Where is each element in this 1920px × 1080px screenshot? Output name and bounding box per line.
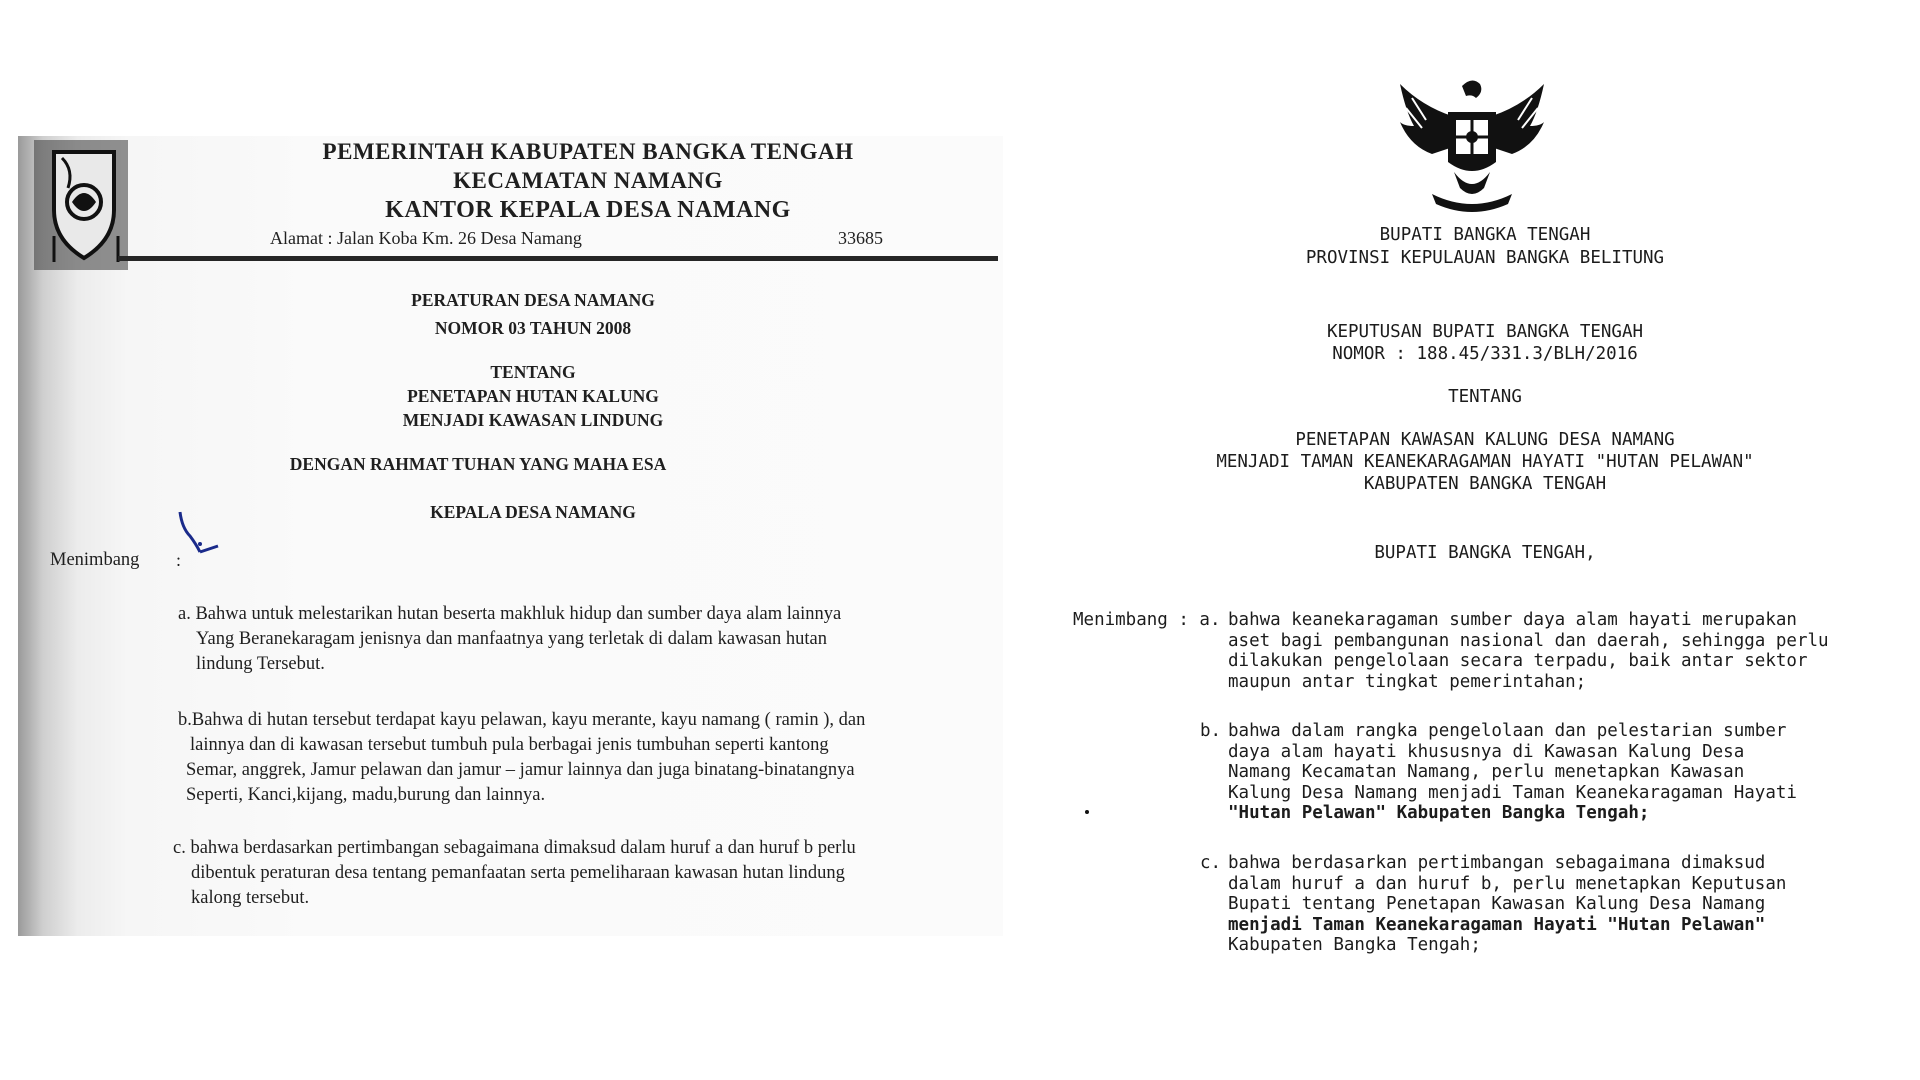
regulation-title: PERATURAN DESA NAMANG: [411, 290, 655, 310]
consideration-b-line: Namang Kecamatan Namang, perlu menetapkan Kawasan: [1228, 762, 1745, 782]
letterhead-divider: [118, 256, 998, 261]
clause-a: [178, 602, 841, 677]
letterhead-government: PEMERINTAH KABUPATEN BANGKA TENGAH: [322, 139, 854, 164]
consideration-c-line: dalam huruf a dan huruf b, perlu menetapkan Keputusan: [1228, 873, 1787, 894]
menimbang-label: Menimbang : a.: [1073, 610, 1221, 630]
left-document-scan: [18, 136, 1003, 936]
ink-mark-icon: [160, 506, 240, 568]
decree-subject-line1: PENETAPAN KAWASAN KALUNG DESA NAMANG: [1295, 430, 1675, 450]
decree-subject-line2: MENJADI TAMAN KEANEKARAGAMAN HAYATI "HUTAN PELAWAN": [1216, 452, 1754, 472]
clause-b: [178, 708, 865, 808]
letterhead-district: KECAMATAN NAMANG: [453, 168, 723, 193]
clause-b-line: lainnya dan di kawasan tersebut tumbuh pula berbagai jenis tumbuhan seperti kantong: [190, 735, 829, 755]
clause-b-line: b.Bahwa di hutan tersebut terdapat kayu pelawan, kayu merante, kayu namang ( ramin ), dan: [178, 710, 866, 730]
letterhead-office: KANTOR KEPALA DESA NAMANG: [385, 197, 791, 223]
consideration-a-line: maupun antar tingkat pemerintahan;: [1228, 671, 1587, 692]
garuda-emblem-icon: [1392, 76, 1552, 226]
consideration-a-line: bahwa keanekaragaman sumber daya alam hayati merupakan: [1228, 610, 1797, 630]
consideration-a-line: aset bagi pembangunan nasional dan daerah, sehingga perlu: [1228, 630, 1829, 651]
scan-speck: [1085, 810, 1089, 814]
consideration-c-line: bahwa berdasarkan pertimbangan sebagaimana dimaksud: [1228, 853, 1766, 873]
regulation-preamble: DENGAN RAHMAT TUHAN YANG MAHA ESA: [289, 454, 667, 474]
regulation-official: KEPALA DESA NAMANG: [430, 502, 636, 522]
consideration-a-line: dilakukan pengelolaan secara terpadu, baik antar sektor: [1228, 651, 1808, 671]
clause-a-line: Yang Beranekaragam jenisnya dan manfaatnya yang terletak di dalam kawasan hutan: [196, 629, 827, 649]
consideration-b-line: "Hutan Pelawan" Kabupaten Bangka Tengah;: [1228, 803, 1650, 823]
regulation-number: NOMOR 03 TAHUN 2008: [434, 318, 632, 338]
consideration-c-line: menjadi Taman Keanekaragaman Hayati "Hutan Pelawan": [1228, 914, 1766, 935]
consideration-b-letter: b.: [1200, 721, 1222, 741]
consideration-c: [1228, 853, 1903, 956]
consideration-b-line: bahwa dalam rangka pengelolaan dan pelestarian sumber: [1228, 721, 1787, 741]
clause-c-line: dibentuk peraturan desa tentang pemanfaatan serta pemeliharaan kawasan hutan lindung: [191, 863, 845, 883]
regulation-tentang: TENTANG: [490, 362, 576, 382]
consideration-c-line: Kabupaten Bangka Tengah;: [1228, 935, 1481, 955]
menimbang-colon: :: [176, 550, 182, 570]
decree-number: NOMOR : 188.45/331.3/BLH/2016: [1332, 344, 1638, 364]
clause-c-line: kalong tersebut.: [191, 888, 310, 908]
regulation-subject-line1: PENETAPAN HUTAN KALUNG: [407, 386, 659, 406]
decree-official: BUPATI BANGKA TENGAH,: [1374, 543, 1596, 563]
issuer-title: BUPATI BANGKA TENGAH: [1379, 225, 1591, 245]
consideration-b-line: daya alam hayati khususnya di Kawasan Kalung Desa: [1228, 741, 1745, 762]
letterhead-postal-code: 33685: [838, 228, 883, 248]
regency-emblem-icon: [34, 140, 128, 270]
letterhead-address: Alamat : Jalan Koba Km. 26 Desa Namang: [270, 228, 582, 248]
consideration-a: [1228, 610, 1903, 692]
clause-b-line: Seperti, Kanci,kijang, madu,burung dan lainnya.: [186, 785, 546, 805]
clause-c-line: c. bahwa berdasarkan pertimbangan sebagaimana dimaksud dalam huruf a dan huruf b perlu: [173, 838, 856, 858]
consideration-c-letter: c.: [1200, 853, 1222, 873]
decree-title: KEPUTUSAN BUPATI BANGKA TENGAH: [1326, 322, 1644, 342]
consideration-b-line: Kalung Desa Namang menjadi Taman Keanekaragaman Hayati: [1228, 782, 1797, 803]
regulation-subject-line2: MENJADI KAWASAN LINDUNG: [402, 410, 664, 430]
decree-subject-line3: KABUPATEN BANGKA TENGAH: [1363, 474, 1607, 494]
consideration-c-line: Bupati tentang Penetapan Kawasan Kalung Desa Namang: [1228, 894, 1766, 914]
decree-tentang: TENTANG: [1448, 387, 1522, 407]
clause-b-line: Semar, anggrek, Jamur pelawan dan jamur – jamur lainnya dan juga binatang-binatangnya: [186, 760, 855, 780]
clause-a-line: a. Bahwa untuk melestarikan hutan beserta makhluk hidup dan sumber daya alam lainnya: [178, 604, 842, 624]
clause-a-line: lindung Tersebut.: [196, 654, 325, 674]
right-document-scan: [1050, 60, 1920, 1010]
clause-c: [173, 836, 856, 911]
issuer-province: PROVINSI KEPULAUAN BANGKA BELITUNG: [1305, 248, 1665, 268]
consideration-b: [1228, 721, 1903, 824]
menimbang-label: Menimbang: [50, 550, 140, 570]
